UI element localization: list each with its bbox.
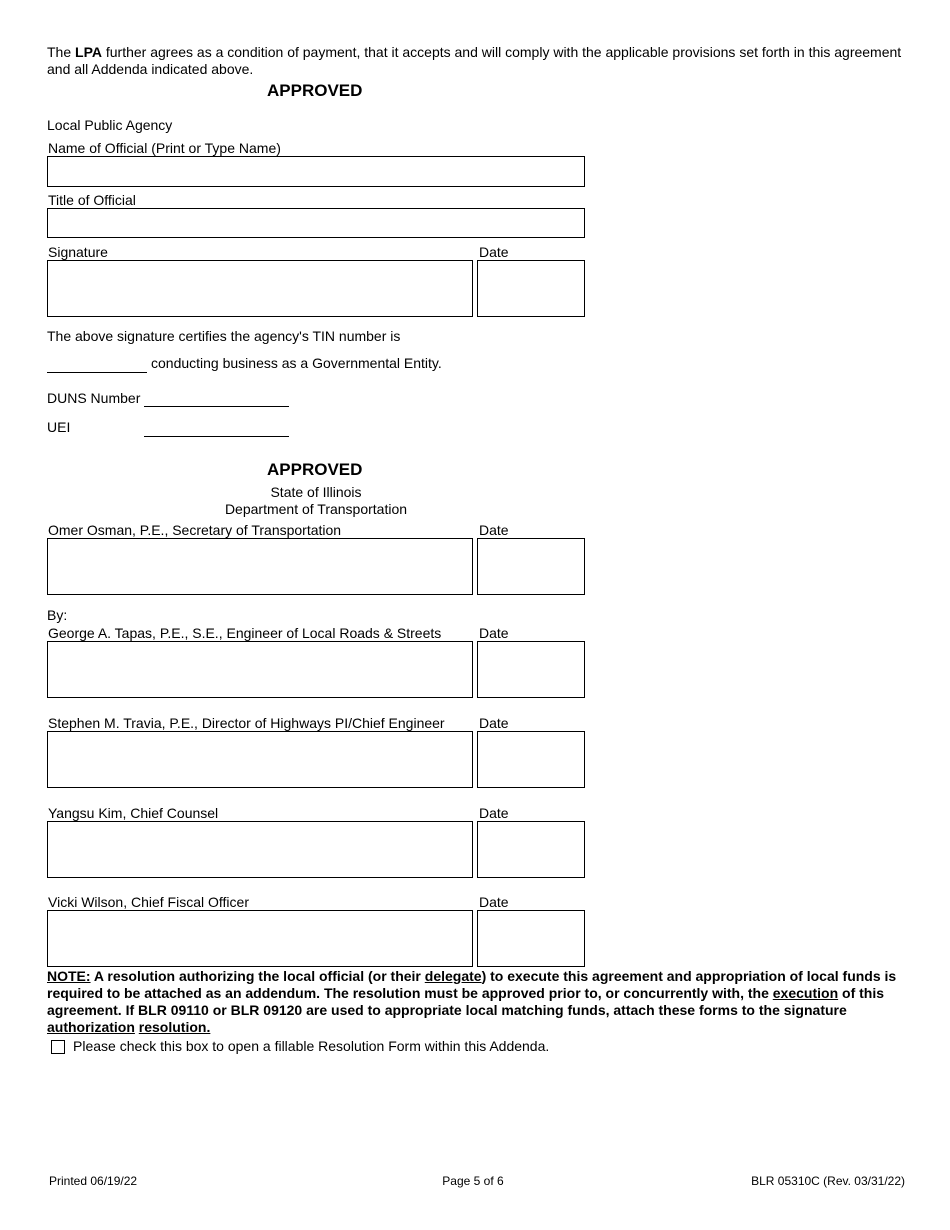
- duns-label: DUNS Number: [47, 390, 141, 406]
- signer-secretary-label: Omer Osman, P.E., Secretary of Transportation: [47, 522, 473, 540]
- uei-input[interactable]: [144, 436, 289, 437]
- signer-local-roads-date-label: Date: [477, 625, 585, 643]
- resolution-note: NOTE: A resolution authorizing the local official (or their delegate) to execute this agreement and appropriation of local funds is required to be attached as an addendum. The resolution must be approved prior to, or concurrently with, the execution of this agreement. If BLR 09110 or BLR 09120 are used to appropriate local matching funds, attach these forms to the signature authorization resolution.: [47, 968, 897, 1035]
- tin-suffix-text: conducting business as a Governmental Entity.: [151, 355, 442, 371]
- signer-counsel-label: Yangsu Kim, Chief Counsel: [47, 805, 473, 823]
- state-name: State of Illinois: [270, 484, 362, 500]
- signer-counsel-signature-field[interactable]: [47, 821, 473, 878]
- tin-number-input[interactable]: [47, 372, 147, 373]
- uei-label: UEI: [47, 419, 71, 435]
- lpa-date-label: Date: [477, 244, 585, 262]
- department-name: Department of Transportation: [224, 501, 408, 517]
- signer-fiscal-label: Vicki Wilson, Chief Fiscal Officer: [47, 894, 473, 912]
- footer-form-number: BLR 05310C (Rev. 03/31/22): [751, 1174, 905, 1188]
- intro-rest: further agrees as a condition of payment, that it accepts and will comply with the applicable provisions set forth in this agreement and all Addenda indicated above.: [47, 44, 902, 77]
- official-title-label: Title of Official: [47, 192, 585, 210]
- signer-secretary-signature-field[interactable]: [47, 538, 473, 595]
- lpa-signature-field[interactable]: [47, 260, 473, 317]
- signer-local-roads-date-field[interactable]: [477, 641, 585, 698]
- official-name-label: Name of Official (Print or Type Name): [47, 140, 585, 158]
- signer-highways-date-label: Date: [477, 715, 585, 733]
- signature-label: Signature: [47, 244, 473, 262]
- local-public-agency-label: Local Public Agency: [47, 117, 173, 133]
- resolution-form-checkbox[interactable]: [51, 1040, 65, 1054]
- footer-printed-date: Printed 06/19/22: [49, 1174, 138, 1188]
- footer-page-number: Page 5 of 6: [442, 1174, 504, 1188]
- resolution-checkbox-label: Please check this box to open a fillable Resolution Form within this Addenda.: [73, 1038, 550, 1054]
- lpa-approved-heading: APPROVED: [267, 81, 363, 100]
- signer-highways-date-field[interactable]: [477, 731, 585, 788]
- signer-highways-label: Stephen M. Travia, P.E., Director of Highways PI/Chief Engineer: [47, 715, 473, 733]
- signer-counsel-date-label: Date: [477, 805, 585, 823]
- signer-fiscal-date-field[interactable]: [477, 910, 585, 967]
- official-title-input[interactable]: [47, 208, 585, 238]
- official-name-input[interactable]: [47, 156, 585, 187]
- signer-fiscal-date-label: Date: [477, 894, 585, 912]
- state-approved-heading: APPROVED: [267, 460, 363, 479]
- signer-counsel-date-field[interactable]: [477, 821, 585, 878]
- signer-highways-signature-field[interactable]: [47, 731, 473, 788]
- intro-lead: The: [47, 44, 76, 60]
- signer-local-roads-signature-field[interactable]: [47, 641, 473, 698]
- note-label: NOTE:: [47, 968, 91, 984]
- signer-fiscal-signature-field[interactable]: [47, 910, 473, 967]
- by-label: By:: [47, 607, 68, 623]
- signer-secretary-date-label: Date: [477, 522, 585, 540]
- tin-certify-text: The above signature certifies the agency's TIN number is: [47, 328, 401, 344]
- duns-input[interactable]: [144, 406, 289, 407]
- signer-local-roads-label: George A. Tapas, P.E., S.E., Engineer of Local Roads & Streets: [47, 625, 473, 643]
- intro-paragraph: [47, 44, 917, 78]
- signer-secretary-date-field[interactable]: [477, 538, 585, 595]
- intro-lpa: LPA: [75, 44, 102, 60]
- lpa-date-field[interactable]: [477, 260, 585, 317]
